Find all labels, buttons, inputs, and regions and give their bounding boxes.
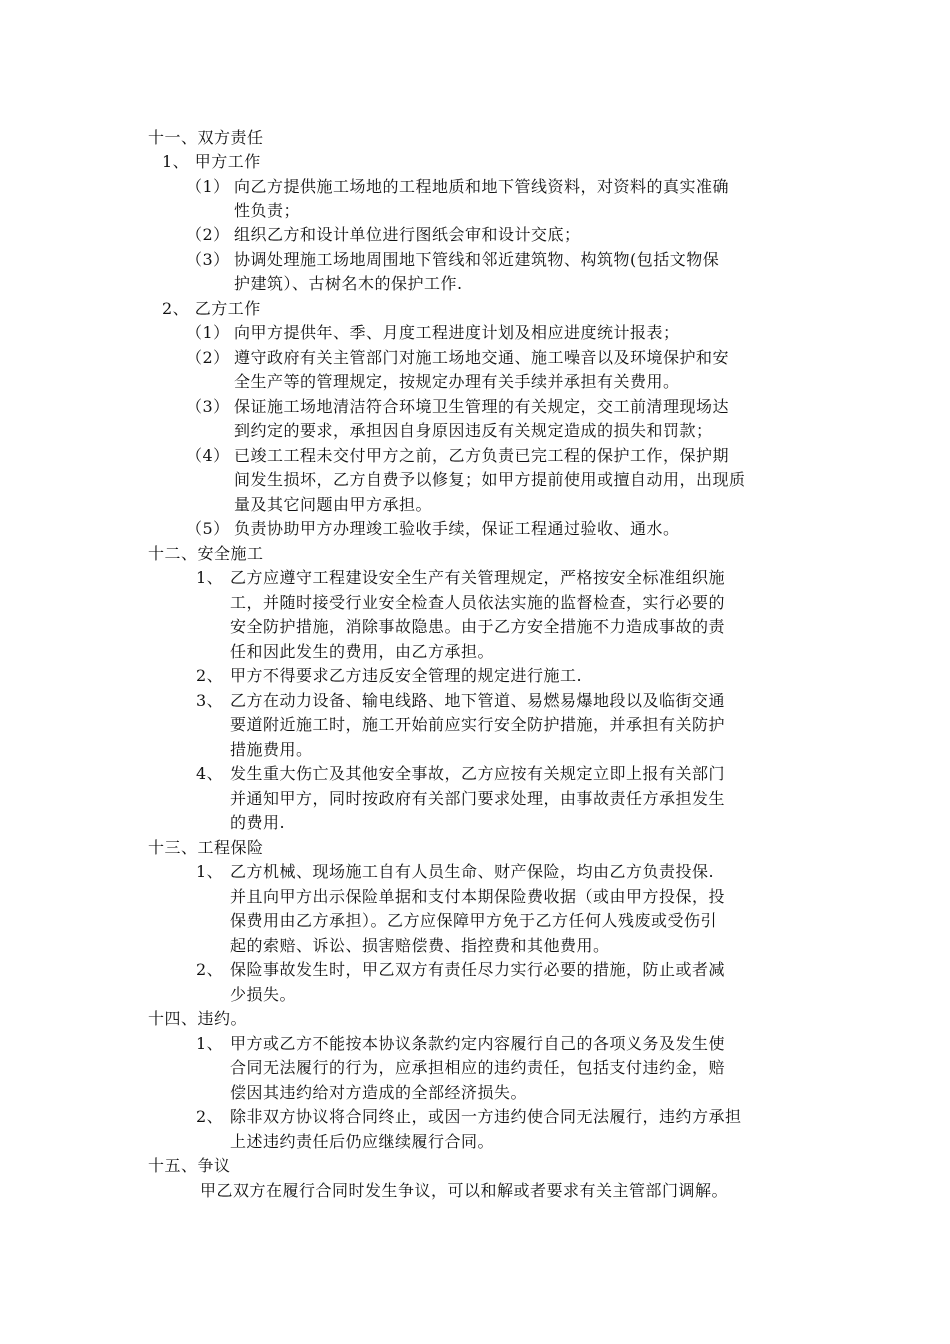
item-number: （1） xyxy=(186,323,230,342)
section-heading-12: 十二、安全施工 xyxy=(148,544,264,563)
item-number: 1、 xyxy=(196,568,224,587)
item-text: 乙方机械、现场施工自有人员生命、财产保险，均由乙方负责投保. xyxy=(230,862,715,881)
item-text: 协调处理施工场地周围地下管线和邻近建筑物、构筑物(包括文物保 xyxy=(234,250,720,269)
item-text: 除非双方协议将合同终止，或因一方违约使合同无法履行，违约方承担 xyxy=(230,1107,742,1126)
item-number: （2） xyxy=(186,225,230,244)
section-heading-11: 十一、双方责任 xyxy=(148,128,264,147)
item-text: 发生重大伤亡及其他安全事故，乙方应按有关规定立即上报有关部门 xyxy=(230,764,726,783)
item-text: 甲方或乙方不能按本协议条款约定内容履行自己的各项义务及发生使 xyxy=(230,1034,726,1053)
item-text: 乙方应遵守工程建设安全生产有关管理规定，严格按安全标准组织施 xyxy=(230,568,726,587)
item-text: 起的索赔、诉讼、损害赔偿费、指控费和其他费用。 xyxy=(230,936,610,955)
item-text: 安全防护措施，消除事故隐患。由于乙方安全措施不力造成事故的责 xyxy=(230,617,726,636)
item-text: 遵守政府有关主管部门对施工场地交通、施工噪音以及环境保护和安 xyxy=(234,348,730,367)
item-number: 2、 xyxy=(196,666,224,685)
section-heading-13: 十三、工程保险 xyxy=(148,838,264,857)
item-number: 1、 xyxy=(196,862,224,881)
item-text: 全生产等的管理规定，按规定办理有关手续并承担有关费用。 xyxy=(234,372,680,391)
item-number: （1） xyxy=(186,177,230,196)
item-text: 要道附近施工时，施工开始前应实行安全防护措施，并承担有关防护 xyxy=(230,715,726,734)
item-text: 少损失。 xyxy=(230,985,297,1004)
item-number: 4、 xyxy=(196,764,224,783)
item-text: 乙方在动力设备、输电线路、地下管道、易燃易爆地段以及临街交通 xyxy=(230,691,726,710)
section-heading-15: 十五、争议 xyxy=(148,1156,231,1175)
section-heading-14: 十四、违约。 xyxy=(148,1009,248,1028)
item-text: 量及其它问题由甲方承担。 xyxy=(234,495,433,514)
item-number: 1、 xyxy=(196,1034,224,1053)
item-text: 性负责； xyxy=(234,201,301,220)
item-number: （3） xyxy=(186,250,230,269)
item-text: 的费用. xyxy=(230,813,286,832)
item-text: 并且向甲方出示保险单据和支付本期保险费收据（或由甲方投保，投 xyxy=(230,887,726,906)
item-text: 间发生损坏，乙方自费予以修复；如甲方提前使用或擅自动用，出现质 xyxy=(234,470,746,489)
item-text: 向乙方提供施工场地的工程地质和地下管线资料，对资料的真实准确 xyxy=(234,177,730,196)
item-text: 保证施工场地清洁符合环境卫生管理的有关规定，交工前清理现场达 xyxy=(234,397,730,416)
item-text: 到约定的要求，承担因自身原因违反有关规定造成的损失和罚款； xyxy=(234,421,713,440)
item-text: 护建筑）、古树名木的保护工作. xyxy=(234,274,463,293)
item-number: （4） xyxy=(186,446,230,465)
item-text: 上述违约责任后仍应继续履行合同。 xyxy=(230,1132,495,1151)
item-number: （2） xyxy=(186,348,230,367)
item-text: 偿因其违约给对方造成的全部经济损失。 xyxy=(230,1083,528,1102)
item-text: 措施费用。 xyxy=(230,740,313,759)
item-text: 甲方不得要求乙方违反安全管理的规定进行施工. xyxy=(230,666,583,685)
item-number: 3、 xyxy=(196,691,224,710)
item-text: 负责协助甲方办理竣工验收手续，保证工程通过验收、通水。 xyxy=(234,519,680,538)
item-text: 任和因此发生的费用，由乙方承担。 xyxy=(230,642,495,661)
item-text: 并通知甲方，同时按政府有关部门要求处理，由事故责任方承担发生 xyxy=(230,789,726,808)
item-number: （3） xyxy=(186,397,230,416)
subsection-heading-party-b: 2、 乙方工作 xyxy=(162,299,261,318)
item-text: 合同无法履行的行为，应承担相应的违约责任，包括支付违约金，赔 xyxy=(230,1058,726,1077)
section-paragraph: 甲乙双方在履行合同时发生争议，可以和解或者要求有关主管部门调解。 xyxy=(200,1181,729,1200)
item-number: （5） xyxy=(186,519,230,538)
item-number: 2、 xyxy=(196,960,224,979)
subsection-heading-party-a: 1、 甲方工作 xyxy=(162,152,261,171)
item-text: 保费用由乙方承担）。乙方应保障甲方免于乙方任何人残废或受伤引 xyxy=(230,911,718,930)
item-text: 向甲方提供年、季、月度工程进度计划及相应进度统计报表； xyxy=(234,323,680,342)
item-number: 2、 xyxy=(196,1107,224,1126)
item-text: 已竣工工程未交付甲方之前，乙方负责已完工程的保护工作，保护期 xyxy=(234,446,730,465)
item-text: 组织乙方和设计单位进行图纸会审和设计交底； xyxy=(234,225,581,244)
item-text: 工，并随时接受行业安全检查人员依法实施的监督检查，实行必要的 xyxy=(230,593,726,612)
item-text: 保险事故发生时，甲乙双方有责任尽力实行必要的措施，防止或者减 xyxy=(230,960,726,979)
